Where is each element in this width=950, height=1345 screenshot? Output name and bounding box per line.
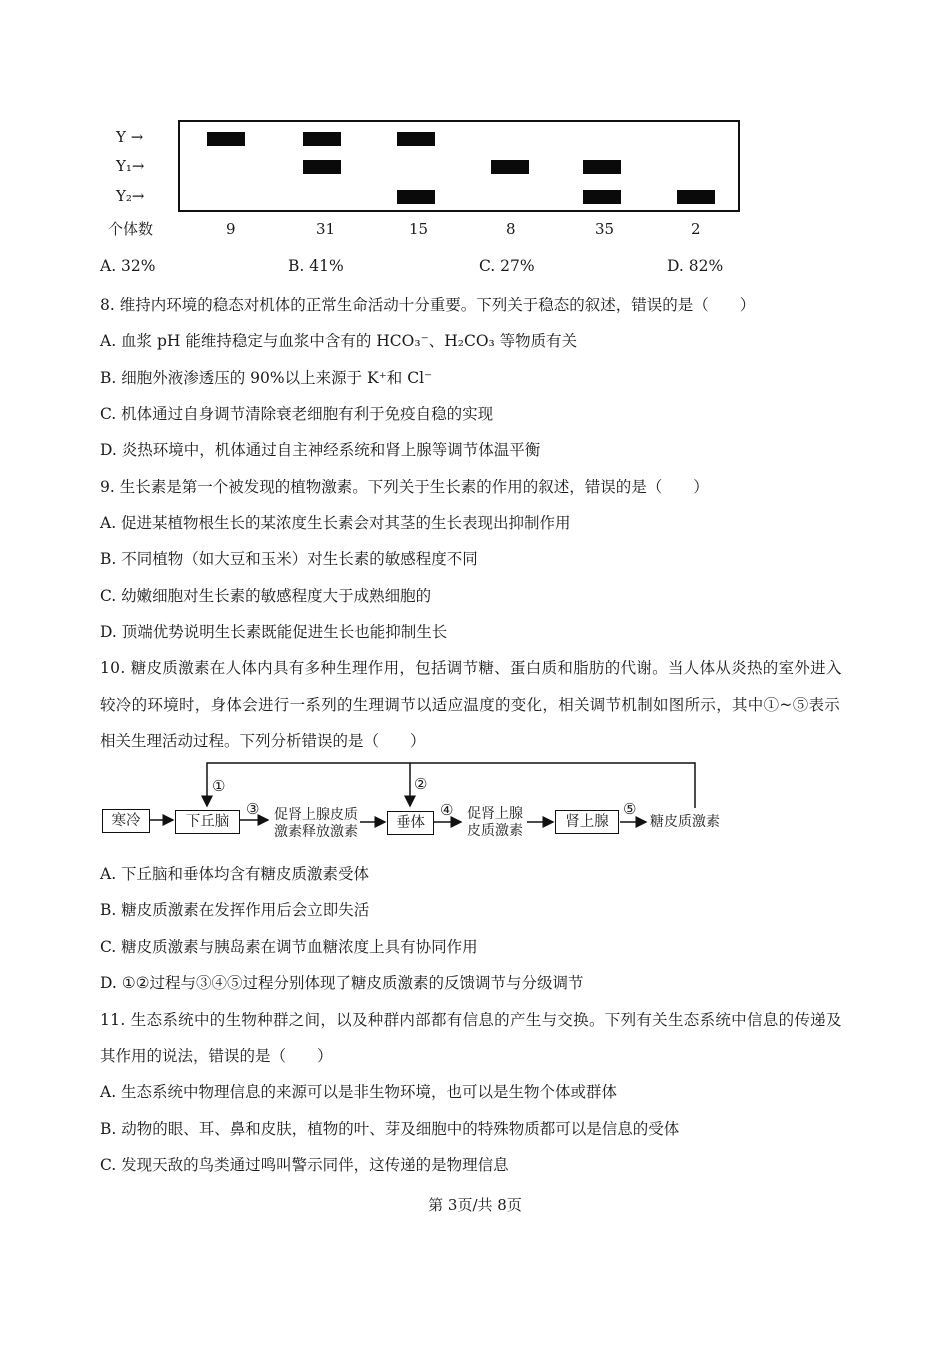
q7-option-d: D. 82% (667, 257, 724, 275)
label-crh (270, 807, 362, 841)
label-crh-line1: 促肾上腺皮质 (274, 807, 358, 823)
q8-option-b: B. 细胞外液渗透压的 90%以上来源于 K⁺和 Cl⁻ (100, 369, 433, 387)
label-acth-line1: 促肾上腺 (467, 806, 523, 822)
page-footer: 第 3页/共 8页 (428, 1196, 522, 1214)
q10-option-a: A. 下丘脑和垂体均含有糖皮质激素受体 (100, 865, 370, 883)
q8-option-c: C. 机体通过自身调节清除衰老细胞有利于免疫自稳的实现 (100, 405, 494, 423)
process-2-label: ② (414, 775, 428, 793)
label-glucocorticoid: 糖皮质激素 (650, 814, 720, 830)
q7-option-a: A. 32% (100, 257, 156, 275)
count-1: 9 (226, 220, 236, 238)
q9-option-c: C. 幼嫩细胞对生长素的敏感程度大于成熟细胞的 (100, 587, 432, 605)
q10-option-c: C. 糖皮质激素与胰岛素在调节血糖浓度上具有协同作用 (100, 938, 478, 956)
q8-option-a: A. 血浆 pH 能维持稳定与血浆中含有的 HCO₃⁻、H₂CO₃ 等物质有关 (100, 332, 578, 350)
q9-option-b: B. 不同植物（如大豆和玉米）对生长素的敏感程度不同 (100, 550, 478, 568)
q9-option-d: D. 顶端优势说明生长素既能促进生长也能抑制生长 (100, 623, 448, 641)
label-acth-line2: 皮质激素 (467, 823, 523, 839)
count-6: 2 (691, 220, 701, 238)
q10-stem-line3: 相关生理活动过程。下列分析错误的是（ ） (100, 732, 426, 750)
q7-option-b: B. 41% (288, 257, 344, 275)
label-acth (462, 806, 528, 840)
q8-stem: 8. 维持内环境的稳态对机体的正常生命活动十分重要。下列关于稳态的叙述，错误的是（ ） (100, 296, 756, 314)
q8-option-d: D. 炎热环境中，机体通过自主神经系统和肾上腺等调节体温平衡 (100, 441, 541, 459)
process-4-label: ④ (440, 801, 454, 819)
row-label-y1: Y₁→ (116, 157, 145, 175)
box-pituitary: 垂体 (387, 811, 434, 835)
label-crh-line2: 激素释放激素 (274, 824, 358, 840)
box-cold: 寒冷 (102, 809, 150, 833)
q9-stem: 9. 生长素是第一个被发现的植物激素。下列关于生长素的作用的叙述，错误的是（ ） (100, 478, 709, 496)
count-3: 15 (409, 220, 429, 238)
process-1-label: ① (212, 777, 226, 795)
process-5-label: ⑤ (623, 800, 637, 818)
q11-stem-line2: 其作用的说法，错误的是（ ） (100, 1047, 333, 1065)
q9-option-a: A. 促进某植物根生长的某浓度生长素会对其茎的生长表现出抑制作用 (100, 514, 571, 532)
q11-option-a: A. 生态系统中物理信息的来源可以是非生物环境，也可以是生物个体或群体 (100, 1083, 618, 1101)
q10-stem-line1: 10. 糖皮质激素在人体内具有多种生理作用，包括调节糖、蛋白质和脂肪的代谢。当人体从炎热的室外进入 (100, 659, 842, 677)
count-2: 31 (316, 220, 336, 238)
q10-stem-line2: 较冷的环境时，身体会进行一系列的生理调节以适应温度的变化，相关调节机制如图所示，其中①~⑤表示 (100, 696, 841, 714)
q11-stem-line1: 11. 生态系统中的生物种群之间，以及种群内部都有信息的产生与交换。下列有关生态系统中信息的传递及 (100, 1011, 842, 1029)
count-label: 个体数 (108, 220, 154, 238)
row-label-y2: Y₂→ (116, 187, 145, 205)
q11-option-c: C. 发现天敌的鸟类通过鸣叫警示同伴，这传递的是物理信息 (100, 1156, 509, 1174)
q11-option-b: B. 动物的眼、耳、鼻和皮肤，植物的叶、芽及细胞中的特殊物质都可以是信息的受体 (100, 1120, 680, 1138)
q7-option-c: C. 27% (479, 257, 535, 275)
count-5: 35 (595, 220, 615, 238)
q10-option-d: D. ①②过程与③④⑤过程分别体现了糖皮质激素的反馈调节与分级调节 (100, 974, 584, 992)
q10-option-b: B. 糖皮质激素在发挥作用后会立即失活 (100, 901, 370, 919)
count-4: 8 (506, 220, 516, 238)
box-adrenal: 肾上腺 (555, 810, 619, 834)
row-label-y: Y → (116, 128, 144, 146)
box-hypothalamus: 下丘脑 (175, 810, 240, 834)
process-3-label: ③ (246, 800, 260, 818)
